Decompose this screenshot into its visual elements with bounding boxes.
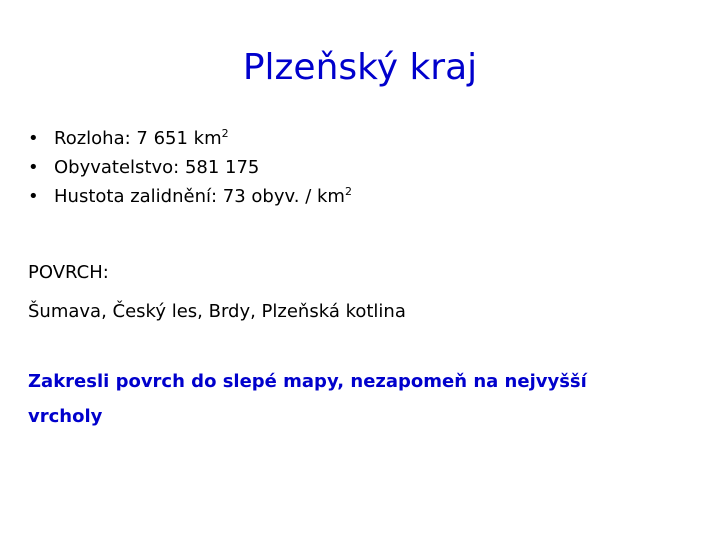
surface-heading: POVRCH: — [28, 262, 109, 283]
fact-density-superscript: 2 — [344, 185, 352, 198]
facts-list — [28, 124, 352, 211]
fact-area-superscript: 2 — [221, 127, 229, 140]
bullet-icon: • — [28, 128, 39, 149]
bullet-icon: • — [28, 157, 39, 178]
fact-area — [28, 124, 352, 153]
surface-text: Šumava, Český les, Brdy, Plzeňská kotlina — [28, 301, 406, 322]
fact-population-text: Obyvatelstvo: 581 175 — [54, 157, 260, 178]
task-instruction: Zakresli povrch do slepé mapy, nezapomeň na nejvyšší vrcholy — [28, 371, 587, 427]
fact-density — [28, 182, 352, 211]
fact-density-text: Hustota zalidnění: 73 obyv. / km — [54, 186, 345, 207]
slide-title: Plzeňský kraj — [242, 47, 478, 88]
fact-area-text: Rozloha: 7 651 km — [54, 128, 222, 149]
bullet-icon: • — [28, 186, 39, 207]
fact-population — [28, 153, 352, 182]
